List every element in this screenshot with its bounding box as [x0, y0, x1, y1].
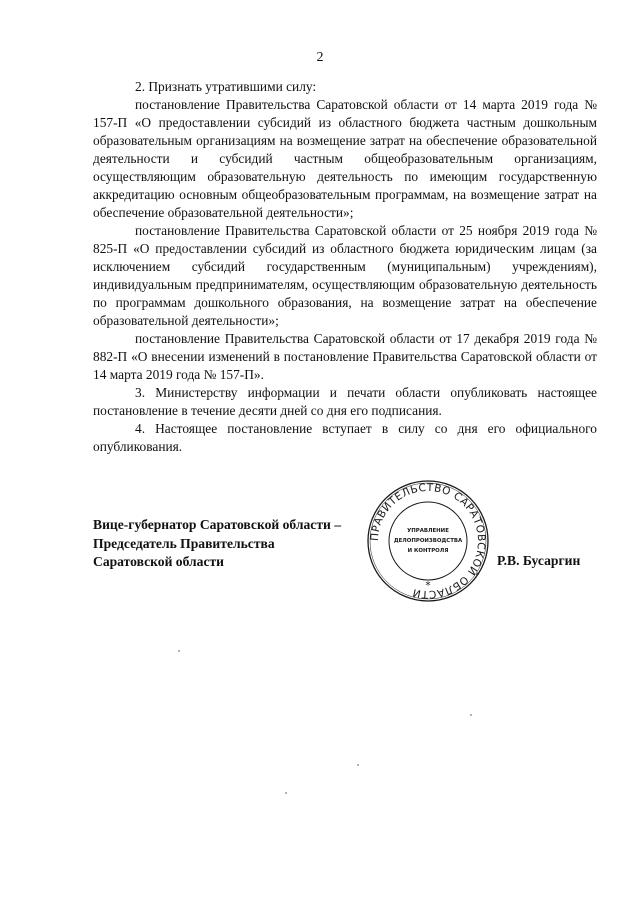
stamp-inner-line: УПРАВЛЕНИЕ — [407, 528, 449, 534]
signatory-title-line: Вице-губернатор Саратовской области – — [93, 517, 342, 532]
document-body — [93, 78, 597, 456]
signatory-title — [93, 516, 341, 572]
scan-speck — [178, 650, 180, 652]
paragraph-item-3: 3. Министерству информации и печати области опубликовать настоящее постановление в течение десяти дней со дня его подписания. — [93, 385, 597, 418]
stamp-outer-text: ПРАВИТЕЛЬСТВО САРАТОВСКОЙ ОБЛАСТИ — [368, 481, 488, 601]
stamp-inner-line: ДЕЛОПРОИЗВОДСТВА — [393, 538, 463, 544]
paragraph-item-4: 4. Настоящее постановление вступает в силу со дня его официального опубликования. — [93, 421, 597, 454]
page-number: 2 — [316, 50, 324, 65]
signatory-title-line: Председатель Правительства — [93, 535, 275, 551]
paragraph-decree-825: постановление Правительства Саратовской области от 25 ноября 2019 года № 825-П «О предоставлении субсидий из областного бюджета юридическим лицам (за исключением субсидий государственным (муниципальным) учреждениям), индивидуальным предпринимателям, осуществляющим образовательную деятельность по программам дошкольного образования, на возмещение затрат на обеспечение образовательной деятельности»; — [93, 223, 597, 328]
signatory-title-line: Саратовской области — [93, 554, 225, 569]
scan-speck — [285, 792, 287, 794]
paragraph-decree-157: постановление Правительства Саратовской области от 14 марта 2019 года № 157-П «О предоставлении субсидий из областного бюджета частным дошкольным образовательным организациям на возмещение затрат на обеспечение образовательной деятельности и субсидий частным общеобразовательным организациям, осуществляющим образовательную деятельность по имеющим государственную аккредитацию основным общеобразовательным программам, на возмещение затрат на обеспечение образовательной деятельности»; — [93, 97, 597, 220]
official-seal-stamp — [365, 478, 491, 604]
signer-name: Р.В. Бусаргин — [497, 553, 581, 568]
stamp-inner-line: И КОНТРОЛЯ — [407, 548, 449, 554]
scan-speck — [357, 764, 359, 766]
stamp-star-icon: * — [425, 579, 431, 592]
scan-speck — [470, 714, 472, 716]
paragraph-item-2: 2. Признать утратившими силу: — [135, 79, 317, 94]
paragraph-decree-882: постановление Правительства Саратовской области от 17 декабря 2019 года № 882-П «О внесении изменений в постановление Правительства Саратовской области от 14 марта 2019 года № 157-П». — [93, 331, 597, 382]
